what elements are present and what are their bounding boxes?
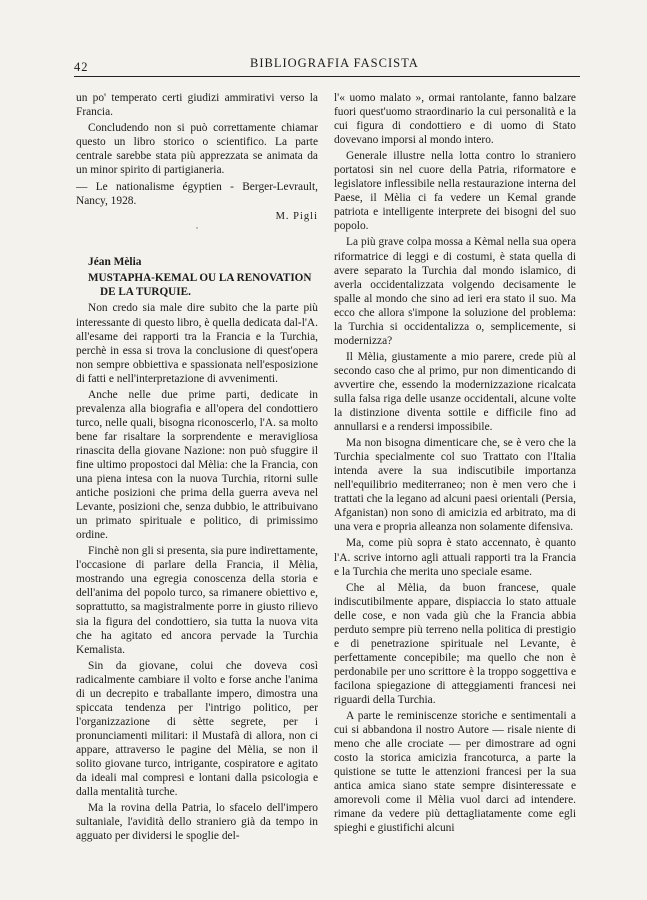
paragraph: A parte le reminiscenze storiche e sentimentali a cui si abbandona il nostro Autore — risale niente di meno che alle crociate — per dimostrare ad ogni costo la storica amicizia francoturca, a parte la quistione se tutte le attenzioni francesi per la sua antica amica siano state sempre disinteressate e amorevoli come il Mèlia vuol darci ad intendere. rimane da vedere più dettagliatamente come egli spieghi e giustifichi alcuni [334, 710, 576, 835]
page-number: 42 [74, 60, 89, 74]
paragraph: Non credo sia male dire subito che la parte più interessante di questo libro, è quella dedicata dal-l'A. all'esame dei rapporti tra la Francia e la Turchia, perchè in essa si trova la conclusione di quest'opera non sempre obbiettiva e spassionata nell'esposizione di fatti e nell'interpretazione di avvenimenti. [76, 302, 318, 385]
paragraph: Sin da giovane, colui che doveva così radicalmente cambiare il volto e forse anche l'anima di un decrepito e traballante impero, dimostra una spiccata tendenza per l'intrigo politico, per l'organizzazione di sètte segrete, per i pronunciamenti militari: il Mustafà di allora, non ci appare, attraverso le pagine del Mèlia, se non il solito giovane turco, intrigante, cospiratore e agitato da ideali mal compresi e lontani dalla psicologia e dalla mentalità turche. [76, 659, 318, 799]
citation: — Le nationalisme égyptien - Berger-Levrault, Nancy, 1928. [76, 181, 318, 208]
paragraph: l'« uomo malato », ormai rantolante, fanno balzare fuori quest'uomo straordinario la cui personalità e la cui figura di condottiero e di uomo di Stato dovevano imporsi al mondo intero. [334, 92, 576, 147]
page-header [74, 56, 580, 76]
paragraph: Concludendo non si può correttamente chiamar questo un libro storico o scientifico. La parte centrale sarebbe stata più apprezzata se animata da un minor spirito di partigianeria. [76, 122, 318, 177]
paragraph: Ma, come più sopra è stato accennato, è quanto l'A. scrive intorno agli attuali rapporti tra la Francia e la Turchia che merita uno speciale esame. [334, 537, 576, 578]
right-column [334, 91, 576, 837]
paragraph: Anche nelle due prime parti, dedicate in prevalenza alla biografia e all'opera del condottiero turco, nelle quali, bisogna riconoscerlo, l'A. sa molto bene far risaltare la sorprendente e meravigliosa rinascita della giovane Nazione: non può sfuggire il fine ultimo propostoci dal Mèlia: che la Francia, con una piena intesa con la nuova Turchia, ritorni sulle antiche posizioni che prima della guerra aveva nel Levante, posizioni che, senza dubbio, le attribuivano un primato spirituale e politico, di primissimo ordine. [76, 388, 318, 542]
reviewer-signature: M. Pigli [275, 211, 318, 223]
paragraph: Il Mèlia, giustamente a mio parere, crede più al secondo caso che al primo, pur non dimenticando di avvertire che, essendo la modernizzazione ricalcata sulla falsa riga delle usanze occidentali, alcune volte la distinzione diventa sottile e difficile fino ad annullarsi e a rendersi impossibile. [334, 350, 576, 434]
section-mark: · [195, 223, 199, 234]
paragraph: un po' temperato certi giudizi ammirativi verso la Francia. [76, 92, 318, 119]
paragraph: Finchè non gli si presenta, sia pure indirettamente, l'occasione di parlare della Francia, il Mèlia, mostrando una egregia conoscenza della storia e dell'anima del popolo turco, sa rimanere obiettivo e, soprattutto, sa magistralmente porre in giusto rilievo sia la figura del condottiero, sia tutta la nuova vita che ha agitato ed ancora pervade la Turchia Kemalista. [76, 545, 318, 656]
running-title: BIBLIOGRAFIA FASCISTA [250, 56, 419, 70]
paragraph: Che al Mèlia, da buon francese, quale indiscutibilmente appare, dispiaccia lo stato attuale delle cose, e non vada giù che la Francia abbia perduto sempre più terreno nella politica di prestigio e di penetrazione spirituale nel Levante, è perfettamente concepibile; ma quello che non è perdonabile per uno scrittore è la troppo soggettiva e facilona spiegazione di atteggiamenti francesi nei riguardi della Turchia. [334, 581, 576, 706]
review-author: Jéan Mèlia [88, 256, 142, 269]
book-title-line: MUSTAPHA-KEMAL OU LA RENOVATION [88, 272, 312, 285]
paragraph: La più grave colpa mossa a Kèmal nella sua opera riformatrice di leggi e di costumi, è stata quella di avere separato la Turchia dal mondo islamico, di averla occidentalizzata volgendo decisamente le spalle al mondo che sino ad ieri era stato il suo. Ma ecco che allora s'impone la soluzione del problema: la Turchia si occidentalizza o, semplicemente, si modernizza? [334, 236, 576, 347]
left-column [76, 91, 318, 845]
paragraph: Ma non bisogna dimenticare che, se è vero che la Turchia specialmente col suo Trattato con l'Italia intenda avere la sua indiscutibile importanza nell'equilibrio mediterraneo; non è men vero che i trattati che la legano ad alcuni paesi orientali (Persia, Afganistan) non sono di amicizia ed arbitrato, ma di una vera e propria alleanza non solamente difensiva. [334, 437, 576, 534]
header-rule [74, 76, 580, 77]
paragraph: Ma la rovina della Patria, lo sfacelo dell'impero sultaniale, l'avidità dello straniero già da tempo in agguato per dividersi le spoglie del- [76, 802, 318, 843]
book-title-line: DE LA TURQUIE. [100, 286, 191, 299]
paragraph: Generale illustre nella lotta contro lo straniero portatosi sin nel cuore della Patria, riformatore e legislatore inflessibile nella restaurazione interna del Paese, il Mèlia ci fa vedere un Kemal grande patriota e intelligente interprete dei bisogni del suo popolo. [334, 150, 576, 233]
book-title [76, 271, 318, 299]
